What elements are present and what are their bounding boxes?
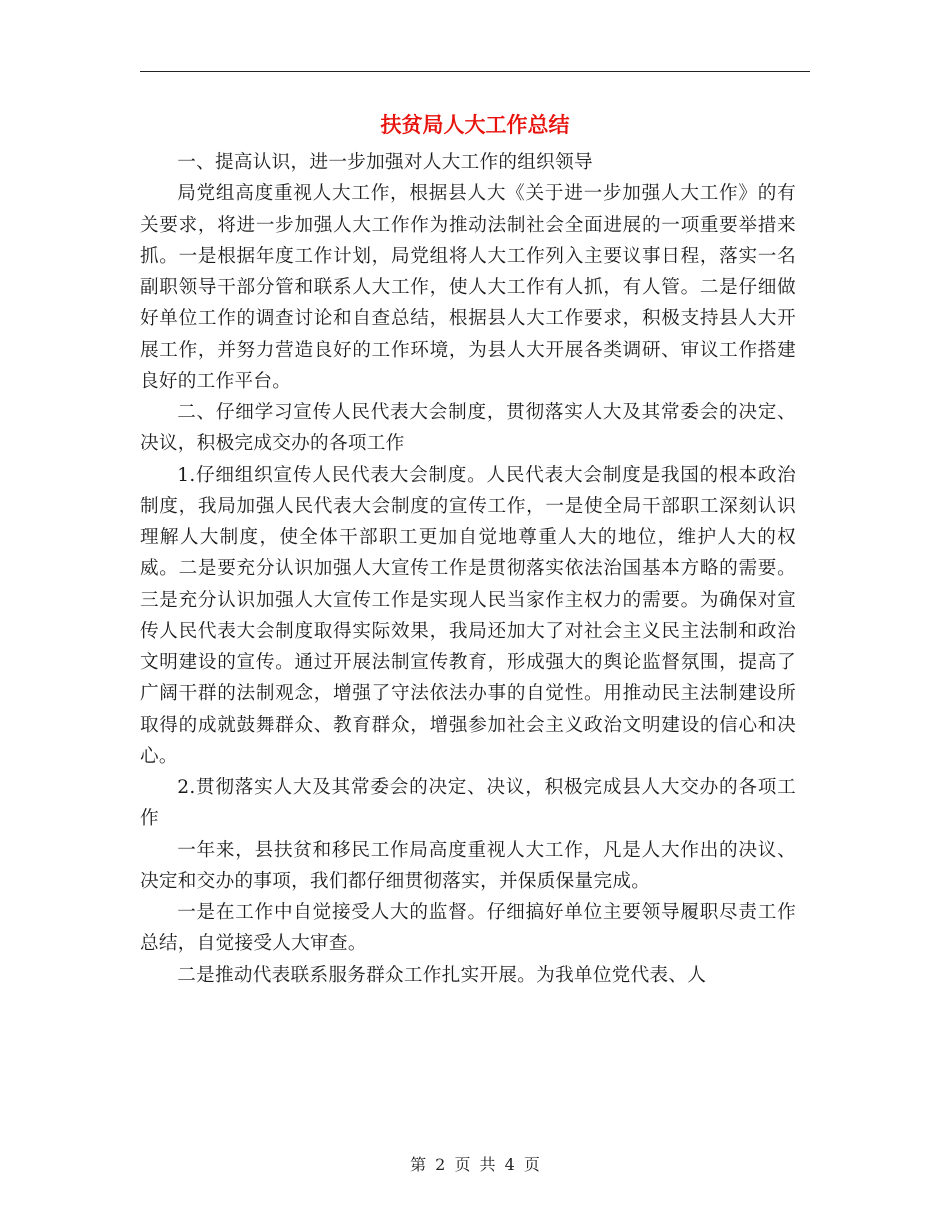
paragraph: 一年来，县扶贫和移民工作局高度重视人大工作，凡是人大作出的决议、决定和交办的事项，我们都仔细贯彻落实，并保质保量完成。 xyxy=(140,839,796,892)
paragraph: 二是推动代表联系服务群众工作扎实开展。为我单位党代表、人 xyxy=(177,964,707,986)
paragraph: 局党组高度重视人大工作，根据县人大《关于进一步加强人大工作》的有关要求，将进一步加强人大工作作为推动法制社会全面进展的一项重要举措来抓。一是根据年度工作计划，局党组将人大工作列入主要议事日程，落实一名副职领导干部分管和联系人大工作，使人大工作有人抓，有人管。二是仔细做好单位工作的调查讨论和自查总结，根据县人大工作要求，积极支持县人大开展工作，并努力营造良好的工作环境，为县人大开展各类调研、审议工作搭建良好的工作平台。 xyxy=(140,183,796,392)
section-heading-1: 一、提高认识，进一步加强对人大工作的组织领导 xyxy=(177,152,593,173)
document-body xyxy=(140,147,796,991)
paragraph: 1.仔细组织宣传人民代表大会制度。人民代表大会制度是我国的根本政治制度，我局加强人民代表大会制度的宣传工作，一是使全局干部职工深刻认识理解人大制度，使全体干部职工更加自觉地尊重人大的地位，维护人大的权威。二是要充分认识加强人大宣传工作是贯彻落实依法治国基本方略的需要。三是充分认识加强人大宣传工作是实现人民当家作主权力的需要。为确保对宣传人民代表大会制度取得实际效果，我局还加大了对社会主义民主法制和政治文明建设的宣传。通过开展法制宣传教育，形成强大的舆论监督氛围，提高了广阔干群的法制观念，增强了守法依法办事的自觉性。用推动民主法制建设所取得的成就鼓舞群众、教育群众，增强参加社会主义政治文明建设的信心和决心。 xyxy=(140,464,796,767)
document-title: 扶贫局人大工作总结 xyxy=(380,113,570,137)
section-heading-2: 二、仔细学习宣传人民代表大会制度，贯彻落实人大及其常委会的决定、决议，积极完成交办的各项工作 xyxy=(140,402,796,455)
page-number-footer: 第 2 页 共 4 页 xyxy=(410,1155,540,1174)
paragraph: 一是在工作中自觉接受人大的监督。仔细搞好单位主要领导履职尽责工作总结，自觉接受人大审查。 xyxy=(140,902,796,955)
header-divider xyxy=(140,71,810,72)
subsection-heading: 2.贯彻落实人大及其常委会的决定、决议，积极完成县人大交办的各项工作 xyxy=(140,777,796,830)
